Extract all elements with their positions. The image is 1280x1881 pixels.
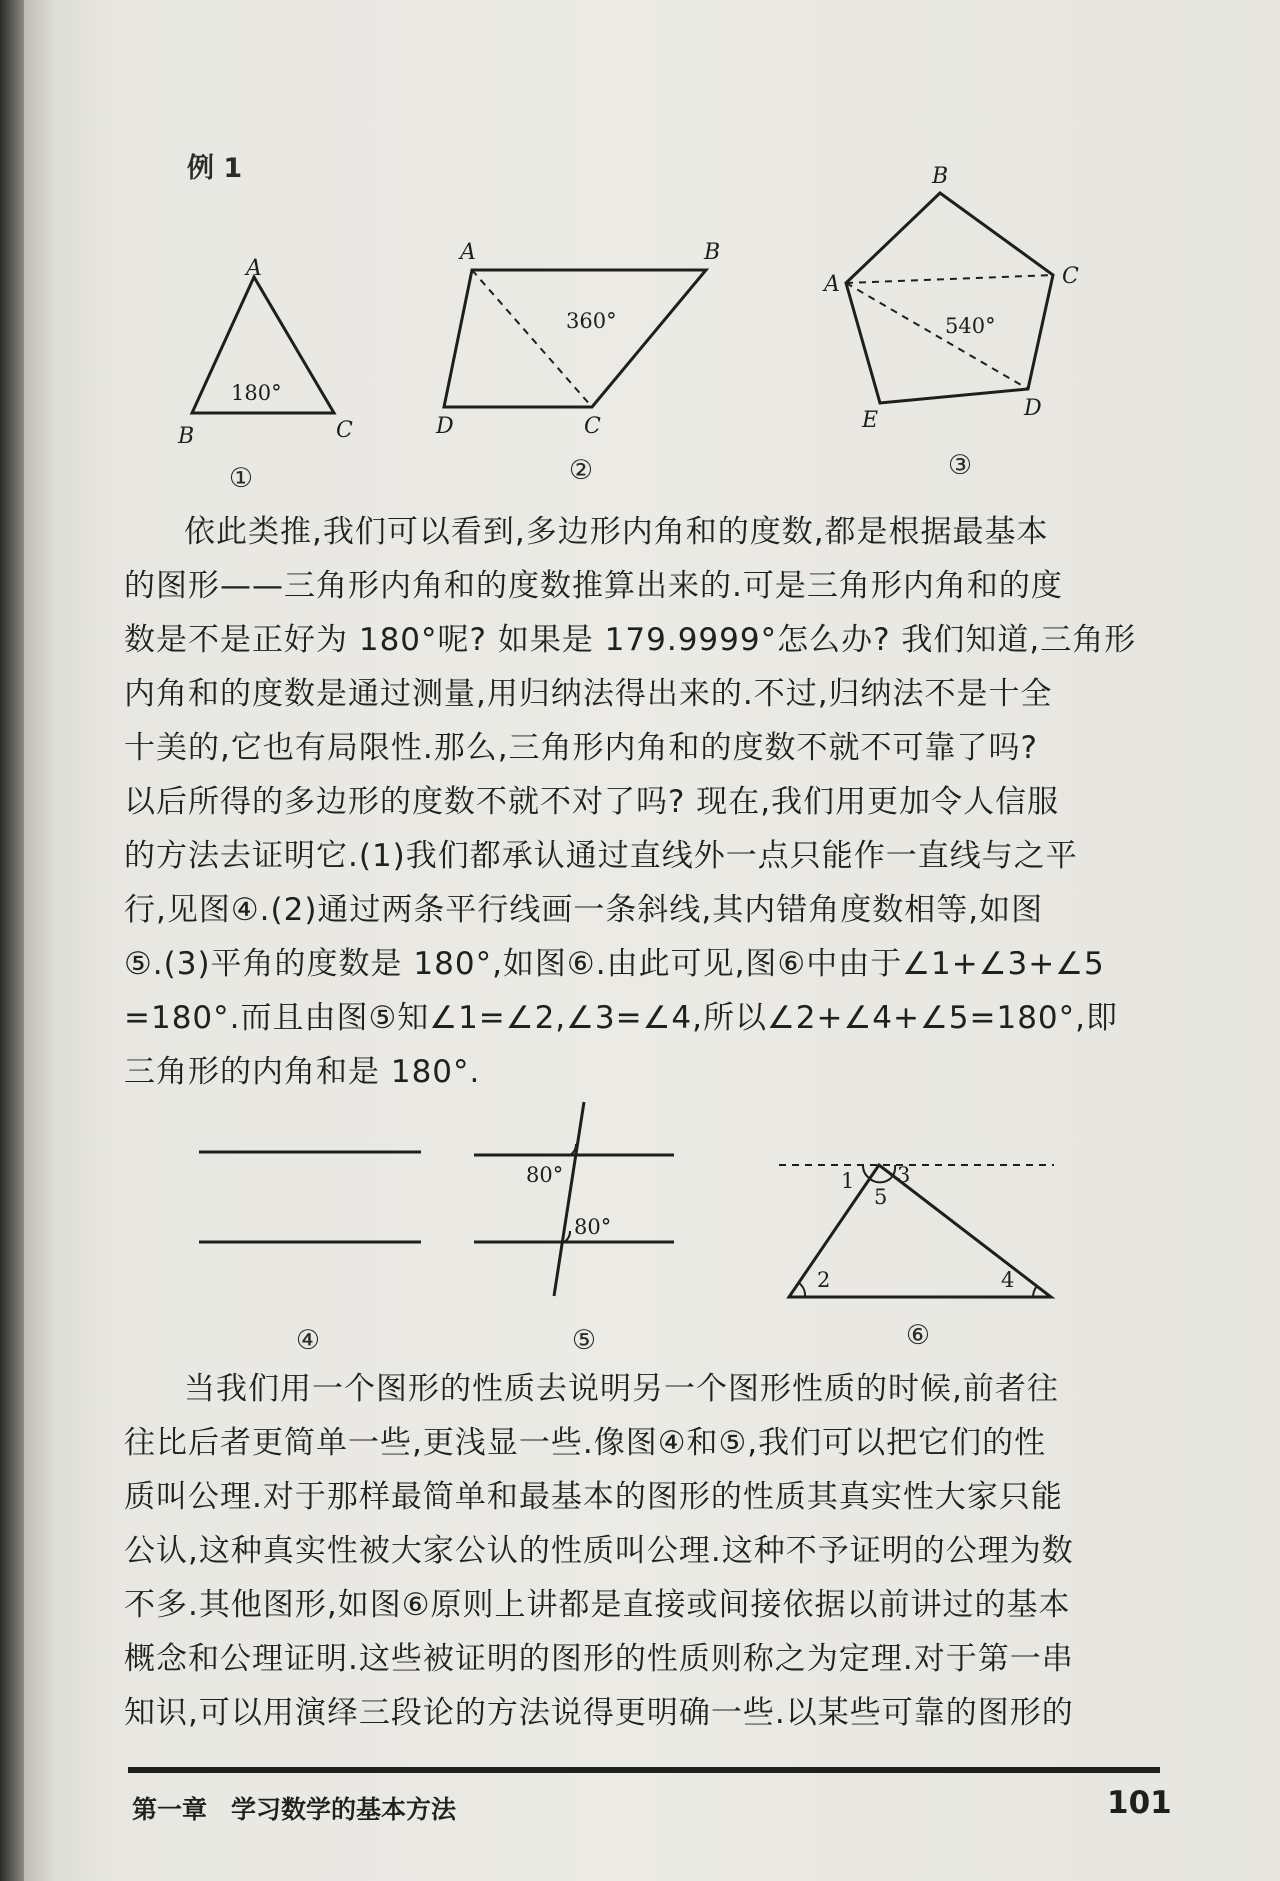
figure-6-triangle-proof <box>769 1150 1059 1310</box>
angle-label: 4 <box>1001 1268 1015 1292</box>
text-line: 当我们用一个图形的性质去说明另一个图形性质的时候,前者往 <box>184 1371 1059 1407</box>
angle-sum-label: 180° <box>231 381 282 405</box>
vertex-label: B <box>704 240 721 265</box>
vertex-label: E <box>862 408 879 433</box>
page-number: 101 <box>1107 1785 1172 1821</box>
text-line: 概念和公理证明.这些被证明的图形的性质则称之为定理.对于第一串 <box>124 1641 1074 1677</box>
figure-1-triangle <box>174 256 364 455</box>
text-line: 十美的,它也有局限性.那么,三角形内角和的度数不就不可靠了吗? <box>124 730 1039 766</box>
vertex-label: C <box>336 418 353 443</box>
angle-sum-label: 360° <box>566 309 617 333</box>
text-line: 数是不是正好为 180°呢? 如果是 179.9999°怎么办? 我们知道,三角形 <box>124 622 1137 658</box>
text-line: 的方法去证明它.(1)我们都承认通过直线外一点只能作一直线与之平 <box>124 838 1078 874</box>
paragraph-1 <box>124 505 1164 1099</box>
angle-label: 1 <box>841 1169 855 1193</box>
angle-label-top: 80° <box>526 1163 564 1187</box>
angle-label: 5 <box>874 1185 888 1209</box>
angle-label-bottom: 80° <box>574 1215 612 1239</box>
figure-3-caption: ③ <box>947 450 973 481</box>
vertex-label: C <box>584 414 601 439</box>
chapter-label: 第一章 <box>132 1795 208 1824</box>
vertex-label: C <box>1062 264 1079 289</box>
vertex-label: B <box>178 424 195 449</box>
angle-sum-label: 540° <box>945 314 996 338</box>
figure-5-caption: ⑤ <box>571 1325 597 1356</box>
running-footer <box>132 1790 480 1826</box>
text-line: 公认,这种真实性被大家公认的性质叫公理.这种不予证明的公理为数 <box>124 1533 1074 1569</box>
chapter-title: 学习数学的基本方法 <box>231 1795 457 1824</box>
text-line: 依此类推,我们可以看到,多边形内角和的度数,都是根据最基本 <box>184 514 1049 550</box>
figure-1-caption: ① <box>228 463 254 494</box>
figure-6-caption: ⑥ <box>905 1320 931 1351</box>
figure-4-parallel-lines <box>199 1140 429 1250</box>
figure-4-caption: ④ <box>295 1325 321 1356</box>
figure-2-parallelogram <box>424 240 754 445</box>
angle-label: 2 <box>817 1268 831 1292</box>
vertex-label: D <box>1024 396 1042 421</box>
text-line: 往比后者更简单一些,更浅显一些.像图④和⑤,我们可以把它们的性 <box>124 1425 1047 1461</box>
vertex-label: A <box>460 240 476 265</box>
book-page <box>24 0 1280 1881</box>
angle-label: 3 <box>897 1163 911 1187</box>
text-line: 的图形——三角形内角和的度数推算出来的.可是三角形内角和的度 <box>124 568 1063 604</box>
text-line: 三角形的内角和是 180°. <box>124 1054 481 1090</box>
footer-rule <box>128 1767 1160 1773</box>
text-line: 不多.其他图形,如图⑥原则上讲都是直接或间接依据以前讲过的基本 <box>124 1587 1071 1623</box>
text-line: 内角和的度数是通过测量,用归纳法得出来的.不过,归纳法不是十全 <box>124 676 1053 712</box>
figure-5-transversal <box>474 1100 704 1300</box>
vertex-label: A <box>824 272 840 297</box>
vertex-label: A <box>246 256 262 281</box>
text-line: =180°.而且由图⑤知∠1=∠2,∠3=∠4,所以∠2+∠4+∠5=180°,即 <box>124 1000 1118 1036</box>
text-line: ⑤.(3)平角的度数是 180°,如图⑥.由此可见,图⑥中由于∠1+∠3+∠5 <box>124 946 1105 982</box>
example-title: 例 1 <box>187 153 243 184</box>
vertex-label: B <box>932 164 949 189</box>
text-line: 行,见图④.(2)通过两条平行线画一条斜线,其内错角度数相等,如图 <box>124 892 1044 928</box>
figure-2-caption: ② <box>568 455 594 486</box>
paragraph-2 <box>124 1362 1164 1740</box>
adjacent-page-edge <box>0 0 24 1881</box>
text-line: 以后所得的多边形的度数不就不对了吗? 现在,我们用更加令人信服 <box>124 784 1060 820</box>
text-line: 知识,可以用演绎三段论的方法说得更明确一些.以某些可靠的图形的 <box>124 1695 1074 1731</box>
text-line: 质叫公理.对于那样最简单和最基本的图形的性质其真实性大家只能 <box>124 1479 1063 1515</box>
vertex-label: D <box>436 414 454 439</box>
figure-3-pentagon <box>824 165 1124 435</box>
